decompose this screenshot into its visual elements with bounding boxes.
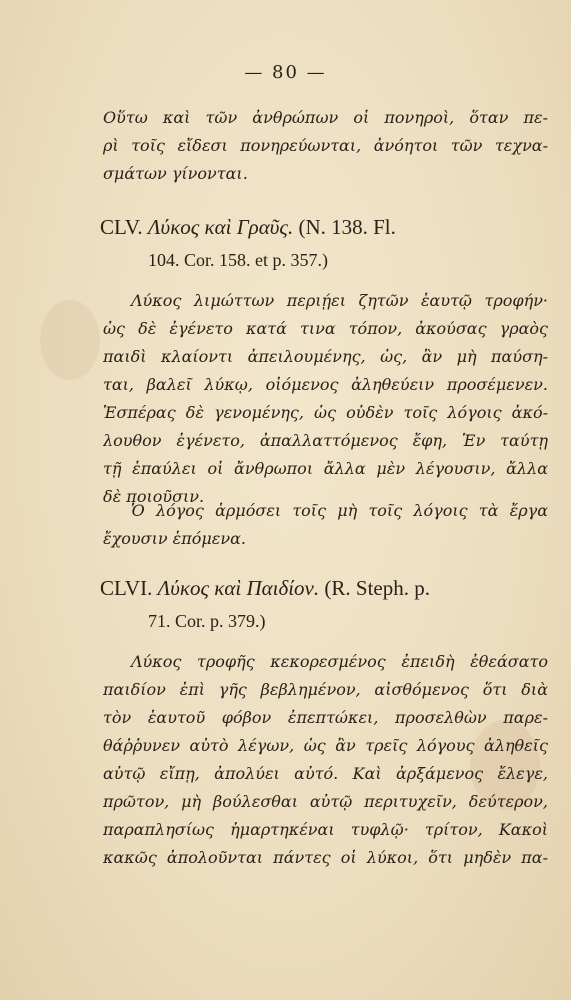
text-line: σμάτων γίνονται. (103, 164, 248, 183)
fable-number: CLV. (100, 215, 143, 239)
text-line: ται, βαλεῖ λύκῳ, οἰόμενος ἀληθεύειν προσέμενεν. (103, 375, 548, 394)
fable-moral (103, 497, 548, 553)
text-line: λουθον ἐγένετο, ἀπαλλαττόμενος ἔφη, Ἐν ταύτῃ (103, 431, 548, 450)
fable-title: Λύκος καὶ Γραῦς. (147, 215, 294, 239)
text-line: Οὕτω καὶ τῶν ἀνθρώπων οἱ πονηροὶ, ὅταν πε- (103, 108, 548, 127)
text-line: αὐτῷ εἴπῃ, ἀπολύει αὐτό. Καὶ ἀρξάμενος ἔλεγε, (103, 764, 548, 783)
text-line: παιδὶ κλαίοντι ἀπειλουμένης, ὡς, ἂν μὴ παύση- (103, 347, 548, 366)
text-line: κακῶς ἀπολοῦνται πάντες οἱ λύκοι, ὅτι μηδὲν πα- (103, 848, 548, 867)
heading-text (100, 211, 550, 277)
fable-title: Λύκος καὶ Παιδίον. (157, 576, 320, 600)
paragraph (103, 287, 548, 511)
previous-fable-ending (103, 104, 548, 188)
text-line: παιδίον ἐπὶ γῆς βεβλημένον, αἰσθόμενος ὅτι διὰ (103, 680, 548, 699)
fable-heading (100, 211, 550, 277)
text-line: τὸν ἑαυτοῦ φόβον ἐπεπτώκει, προσελθὼν παρε- (103, 708, 548, 727)
text-line: πρῶτον, μὴ βούλεσθαι αὐτῷ περιτυχεῖν, δεύτερον, (103, 792, 548, 811)
heading-text (100, 572, 550, 638)
text-line: παραπλησίως ἡμαρτηκέναι τυφλῷ· τρίτον, Κακοὶ (103, 820, 548, 839)
text-line: δὲ ποιοῦσιν. (103, 487, 205, 506)
text-line: ἔχουσιν ἑπόμενα. (103, 529, 246, 548)
text-line: Ὁ λόγος ἁρμόσει τοῖς μὴ τοῖς λόγοις τὰ ἔργα (131, 501, 548, 520)
paragraph (103, 648, 548, 872)
text-line: ὡς δὲ ἐγένετο κατά τινα τόπον, ἀκούσας γραὸς (103, 319, 548, 338)
text-line: ρὶ τοῖς εἴδεσι πονηρεύωνται, ἀνόητοι τῶν τεχνα- (103, 136, 548, 155)
paragraph (103, 104, 548, 188)
fable-reference-continued: 71. Cor. p. 379.) (148, 611, 266, 631)
text-line: Λύκος λιμώττων περιῄει ζητῶν ἑαυτῷ τροφήν· (131, 291, 548, 310)
fable-reference: (N. 138. Fl. (298, 215, 396, 239)
text-line: θάῤῥυνεν αὐτὸ λέγων, ὡς ἂν τρεῖς λόγους ἀληθεῖς (103, 736, 548, 755)
page-number: — 80 — (244, 62, 327, 83)
fable-reference: (R. Steph. p. (324, 576, 430, 600)
fable-number: CLVI. (100, 576, 153, 600)
fable-heading (100, 572, 550, 638)
text-line: Ἑσπέρας δὲ γενομένης, ὡς οὐδὲν τοῖς λόγοις ἀκό- (103, 403, 548, 422)
fable-body (103, 648, 548, 872)
paper-stain (40, 300, 100, 380)
text-line: Λύκος τροφῆς κεκορεσμένος ἐπειδὴ ἐθεάσατο (131, 652, 548, 671)
fable-reference-continued: 104. Cor. 158. et p. 357.) (148, 250, 328, 270)
fable-body (103, 287, 548, 511)
text-line: τῇ ἐπαύλει οἱ ἄνθρωποι ἄλλα μὲν λέγουσιν, ἄλλα (103, 459, 548, 478)
paragraph (103, 497, 548, 553)
